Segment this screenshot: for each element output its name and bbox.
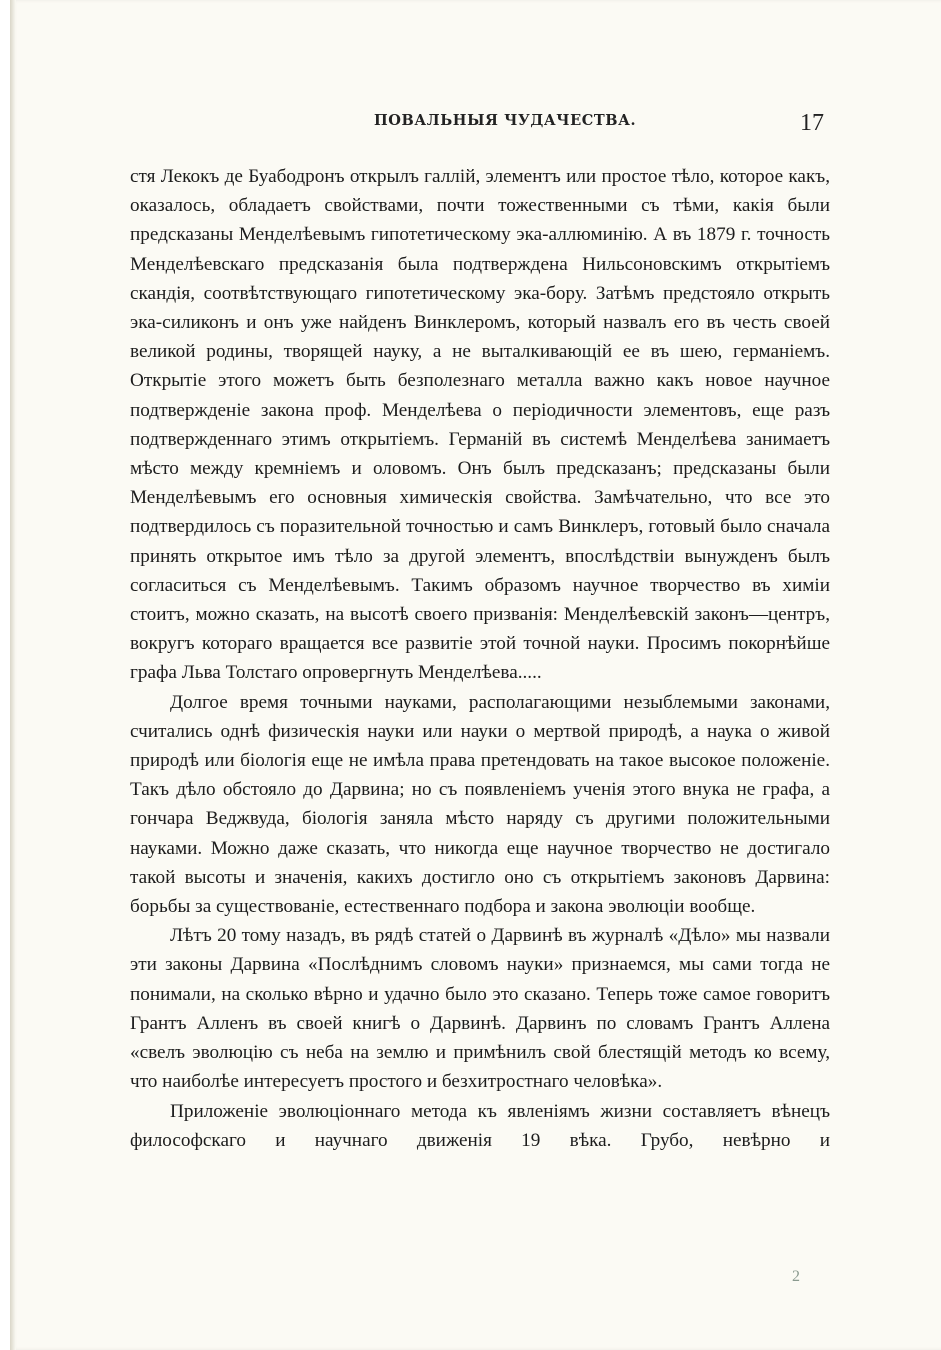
book-page [10,0,941,1350]
page-edge-shadow [10,0,16,1350]
paragraph-continuation: стя Лекокъ де Буабодронъ открылъ галлій, элементъ или простое тѣло, которое какъ, оказалось, обладаетъ свойствами, почти тожественными съ тѣми, какія были предсказаны Менделѣевымъ гипотетическому эка-аллюминію. А въ 1879 г. точность Менделѣевскаго предсказанія была подтверждена Нильсоновскимъ открытіемъ скандія, соотвѣтствующаго гипотетическому эка-бору. Затѣмъ предстояло открыть эка-силиконъ и онъ уже найденъ Винклеромъ, который назвалъ его въ честь своей великой родины, творящей науку, а не выталкивающій ее въ шею, германіемъ. Открытіе этого можетъ быть безполезнаго металла важно какъ новое научное подтвержденіе закона проф. Менделѣева о періодичности элементовъ, еще разъ подтвержденнаго этимъ открытіемъ. Германій въ системѣ Менделѣева занимаетъ мѣсто между кремніемъ и оловомъ. Онъ былъ предсказанъ; предсказаны были Менделѣевымъ его основныя химическія свойства. Замѣчательно, что все это подтвердилось съ поразительной точностью и самъ Винклеръ, готовый было сначала принять открытое имъ тѣло за другой элементъ, впослѣдствіи вынужденъ былъ согласиться съ Менделѣевымъ. Такимъ образомъ научное творчество въ химіи стоитъ, можно сказать, на высотѣ своего призванія: Менделѣевскій законъ—центръ, вокругъ котораго вращается все развитіе этой точной науки. Просимъ покорнѣйше графа Льва Толстаго опровергнуть Менделѣева..... [130,166,830,684]
paragraph-evolution: Приложеніе эволюціоннаго метода къ явленіямъ жизни составляетъ вѣнецъ философскаго и научнаго движенія 19 вѣка. Грубо, невѣрно и [130,1100,830,1151]
signature-mark: 2 [792,1268,800,1285]
paragraph-biology: Долгое время точными науками, располагающими незыблемыми законами, считались однѣ физическія науки или науки о мертвой природѣ, а наука о живой природѣ или біологія еще не имѣла права претендовать на такое высокое положеніе. Такъ дѣло обстояло до Дарвина; но съ появленіемъ ученія этого внука не графа, а гончара Веджвуда, біологія заняла мѣсто наряду съ другими положительными науками. Можно даже сказать, что никогда еще научное творчество не достигало такой высоты и значенія, какихъ достигло оно съ открытіемъ законовъ Дарвина: борьбы за существованіе, естественнаго подбора и закона эволюціи вообще. [130,691,830,918]
running-title: ПОВАЛЬНЫЯ ЧУДАЧЕСТВА. [374,112,637,129]
paragraph-darwin: Лѣтъ 20 тому назадъ, въ рядѣ статей о Дарвинѣ въ журналѣ «Дѣло» мы назвали эти законы Дарвина «Послѣднимъ словомъ науки» признаемся, мы сами тогда не понимали, на сколько вѣрно и удачно было это сказано. Теперь тоже самое говоритъ Грантъ Алленъ въ своей книгѣ о Дарвинѣ. Дарвинъ по словамъ Грантъ Аллена «свелъ эволюцію съ неба на землю и примѣнилъ свой блестящій методъ ко всему, что наиболѣе интересуетъ простого и безхитростнаго человѣка». [130,925,830,1093]
body-text [130,162,830,1155]
page-number: 17 [800,110,824,136]
